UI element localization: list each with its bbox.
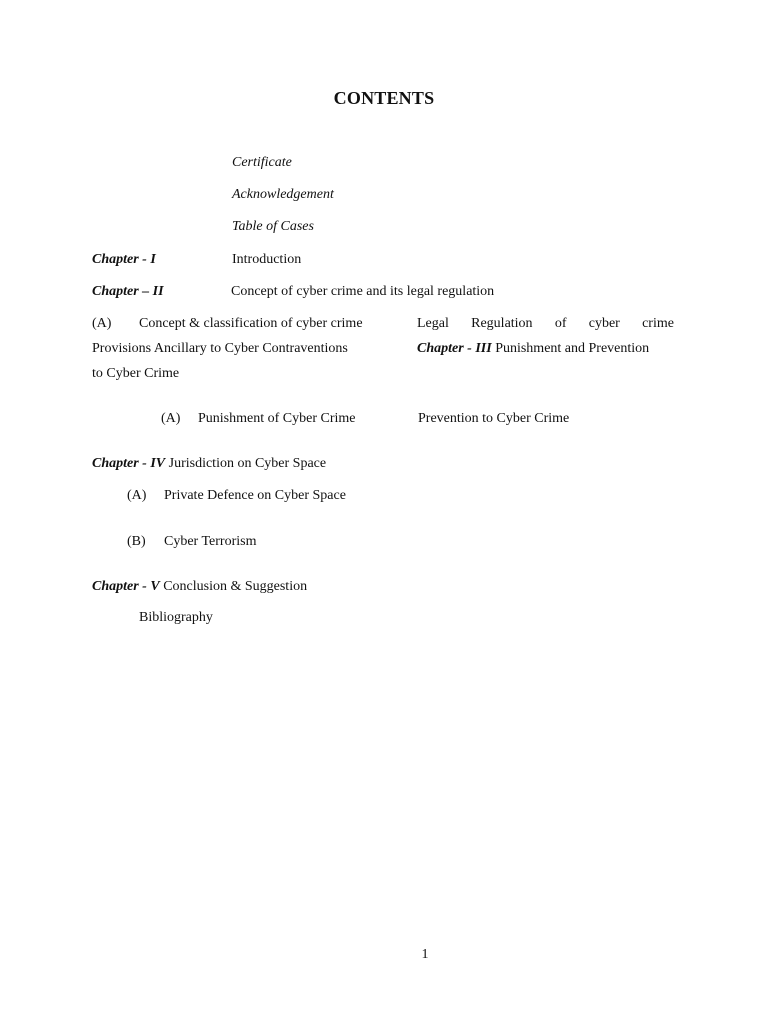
chapter-5-heading [92, 580, 307, 594]
chapter-4-title: Jurisdiction on Cyber Space [168, 456, 327, 471]
chapter-2-item-c-continued: to Cyber Crime [92, 366, 180, 381]
chapter-2-item-a: Concept & classification of cyber crime [139, 316, 363, 331]
chapter-4-heading [92, 457, 326, 471]
chapter-4-label: Chapter - IV [92, 456, 166, 471]
chapter-1-title: Introduction [232, 252, 302, 267]
chapter-3-label: Chapter - III [417, 341, 492, 356]
chapter-2-item-b-word-4: cyber [588, 316, 620, 331]
chapter-1-label: Chapter - I [92, 252, 156, 267]
chapter-3-item-b: Prevention to Cyber Crime [418, 411, 570, 426]
chapter-2-item-b-word-1: Legal [417, 316, 449, 331]
chapter-4-item-a-marker: (A) [127, 488, 147, 503]
toc-acknowledgement: Acknowledgement [232, 187, 334, 202]
chapter-2-label: Chapter – II [92, 284, 164, 299]
page-number: 1 [421, 947, 429, 962]
chapter-3-heading [417, 342, 649, 356]
chapter-5-title: Conclusion & Suggestion [163, 579, 308, 594]
chapter-3-item-a: Punishment of Cyber Crime [198, 411, 356, 426]
chapter-4-item-b: Cyber Terrorism [164, 534, 257, 549]
chapter-2-item-b-line [417, 317, 674, 331]
chapter-5-label: Chapter - V [92, 579, 160, 594]
chapter-2-item-b-word-3: of [554, 316, 567, 331]
toc-bibliography: Bibliography [139, 610, 213, 625]
chapter-4-item-a: Private Defence on Cyber Space [164, 488, 346, 503]
chapter-2-item-b-word-2: Regulation [471, 316, 533, 331]
chapter-2-title: Concept of cyber crime and its legal regulation [231, 284, 495, 299]
chapter-2-item-a-marker: (A) [92, 316, 112, 331]
chapter-3-title: Punishment and Prevention [495, 341, 650, 356]
chapter-4-item-b-marker: (B) [127, 534, 146, 549]
page-title: CONTENTS [333, 88, 435, 108]
toc-table-of-cases: Table of Cases [232, 219, 314, 234]
chapter-2-item-c: Provisions Ancillary to Cyber Contraventions [92, 341, 348, 356]
chapter-3-item-a-marker: (A) [161, 411, 181, 426]
toc-certificate: Certificate [232, 155, 292, 170]
chapter-2-item-b-word-5: crime [642, 316, 674, 331]
